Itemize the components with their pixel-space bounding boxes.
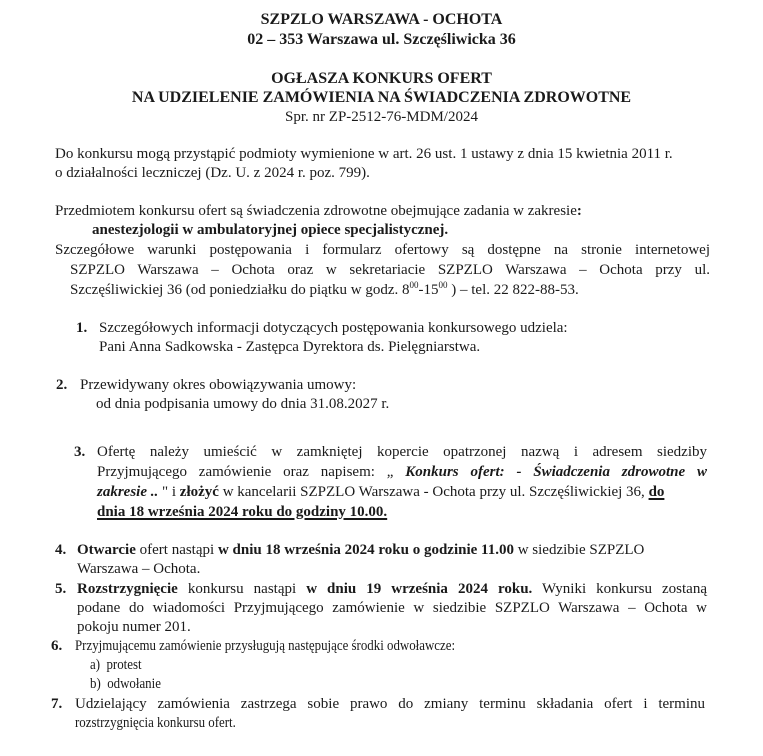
intro-line-2: o działalności leczniczej (Dz. U. z 2024 r. poz. 799). — [55, 165, 370, 181]
details-line-2: SZPZLO Warszawa – Ochota oraz w sekretariacie SZPZLO Warszawa – Ochota przy ul. — [70, 262, 710, 278]
item-4-line-2: Warszawa – Ochota. — [77, 561, 201, 577]
details-line-1: Szczegółowe warunki postępowania i formularz ofertowy są dostępne na stronie internetowej — [55, 242, 710, 258]
item-2-contract-period: od dnia podpisania umowy do dnia 31.08.2027 r. — [96, 396, 390, 412]
details-line-3: Szczęśliwickiej 36 (od poniedziałku do piątku w godz. $8^{00}-15^{00}$ ) – tel. 22 822-88-53. — [70, 280, 579, 298]
item-6-line-1: Przyjmującemu zamówienie przysługują następujące środki odwoławcze: — [75, 638, 456, 654]
announcement-title: OGŁASZA KONKURS OFERT — [271, 70, 492, 87]
item-3-line-3: zakresie .. " i złożyć w kancelarii SZPZLO Warszawa - Ochota przy ul. Szczęśliwickiej 36, do — [97, 484, 665, 500]
item-3-line-2: Przyjmującego zamówienie oraz napisem: „ Konkurs ofert: - Świadczenia zdrowotne w — [97, 464, 708, 480]
item-5-line-2: podane do wiadomości Przyjmującego zamówienie w siedzibie SZPZLO Warszawa – Ochota w — [77, 600, 707, 616]
opening-date: w dniu 18 września 2024 roku o godzinie 11.00 — [217, 542, 514, 558]
org-address: 02 – 353 Warszawa ul. Szczęśliwicka 36 — [247, 31, 516, 48]
item-7-line-1: Udzielający zamówienia zastrzega sobie prawo do zmiany terminu składania ofert i terminu — [75, 696, 705, 712]
deadline-start: do — [648, 484, 665, 500]
item-6-number: 6. — [51, 638, 63, 654]
hours-to-sup: 00 — [438, 280, 448, 290]
item-7-number: 7. — [51, 696, 63, 712]
item-1-line-1: Szczegółowych informacji dotyczących postępowania konkursowego udziela: — [99, 320, 568, 336]
announcement-subject: NA UDZIELENIE ZAMÓWIENIA NA ŚWIADCZENIA ZDROWOTNE — [131, 89, 632, 106]
envelope-label-text: Konkurs ofert: - Świadczenia zdrowotne w — [405, 464, 708, 480]
item-7-line-2: rozstrzygnięcia konkursu ofert. — [75, 715, 236, 731]
subject-line — [55, 201, 582, 221]
item-4-number: 4. — [55, 542, 67, 558]
item-1-contact-person: Pani Anna Sadkowska - Zastępca Dyrektora ds. Pielęgniarstwa. — [99, 339, 481, 355]
item-5-line-1: Rozstrzygnięcie konkursu nastąpi w dniu 19 września 2024 roku. Wyniki konkursu zostaną — [77, 581, 707, 597]
item-3-number: 3. — [74, 444, 86, 460]
item-5-line-3: pokoju numer 201. — [77, 619, 191, 635]
hours-from-sup: 00 — [409, 280, 419, 290]
item-3-line-1: Ofertę należy umieścić w zamkniętej kopercie opatrzonej nazwą i adresem siedziby — [97, 444, 707, 460]
item-2-line-1: Przewidywany okres obowiązywania umowy: — [80, 377, 357, 393]
resolution-date: w dniu 19 września 2024 roku. — [306, 581, 533, 597]
item-4-line-1: Otwarcie ofert nastąpi w dniu 18 września 2024 roku o godzinie 11.00 w siedzibie SZPZLO — [77, 542, 645, 558]
org-name: SZPZLO WARSZAWA - OCHOTA — [260, 11, 503, 28]
case-number: Spr. nr ZP-2512-76-MDM/2024 — [285, 109, 478, 125]
remedy-item-a: a) protest — [90, 657, 142, 673]
intro-line-1: Do konkursu mogą przystąpić podmioty wymienione w art. 26 ust. 1 ustawy z dnia 15 kwietnia 2011 r. — [55, 146, 673, 162]
item-1-number: 1. — [76, 320, 88, 336]
remedy-item-b: b) odwołanie — [90, 676, 161, 692]
subject-text: Przedmiotem konkursu ofert są świadczenia zdrowotne obejmujące zadania w zakresie — [55, 203, 577, 219]
subject-colon: : — [576, 203, 582, 219]
submission-deadline: dnia 18 września 2024 roku do godziny 10.00. — [97, 504, 388, 520]
item-5-number: 5. — [55, 581, 67, 597]
item-2-number: 2. — [56, 377, 68, 393]
scope-of-services: anestezjologii w ambulatoryjnej opiece specjalistycznej. — [92, 222, 449, 238]
